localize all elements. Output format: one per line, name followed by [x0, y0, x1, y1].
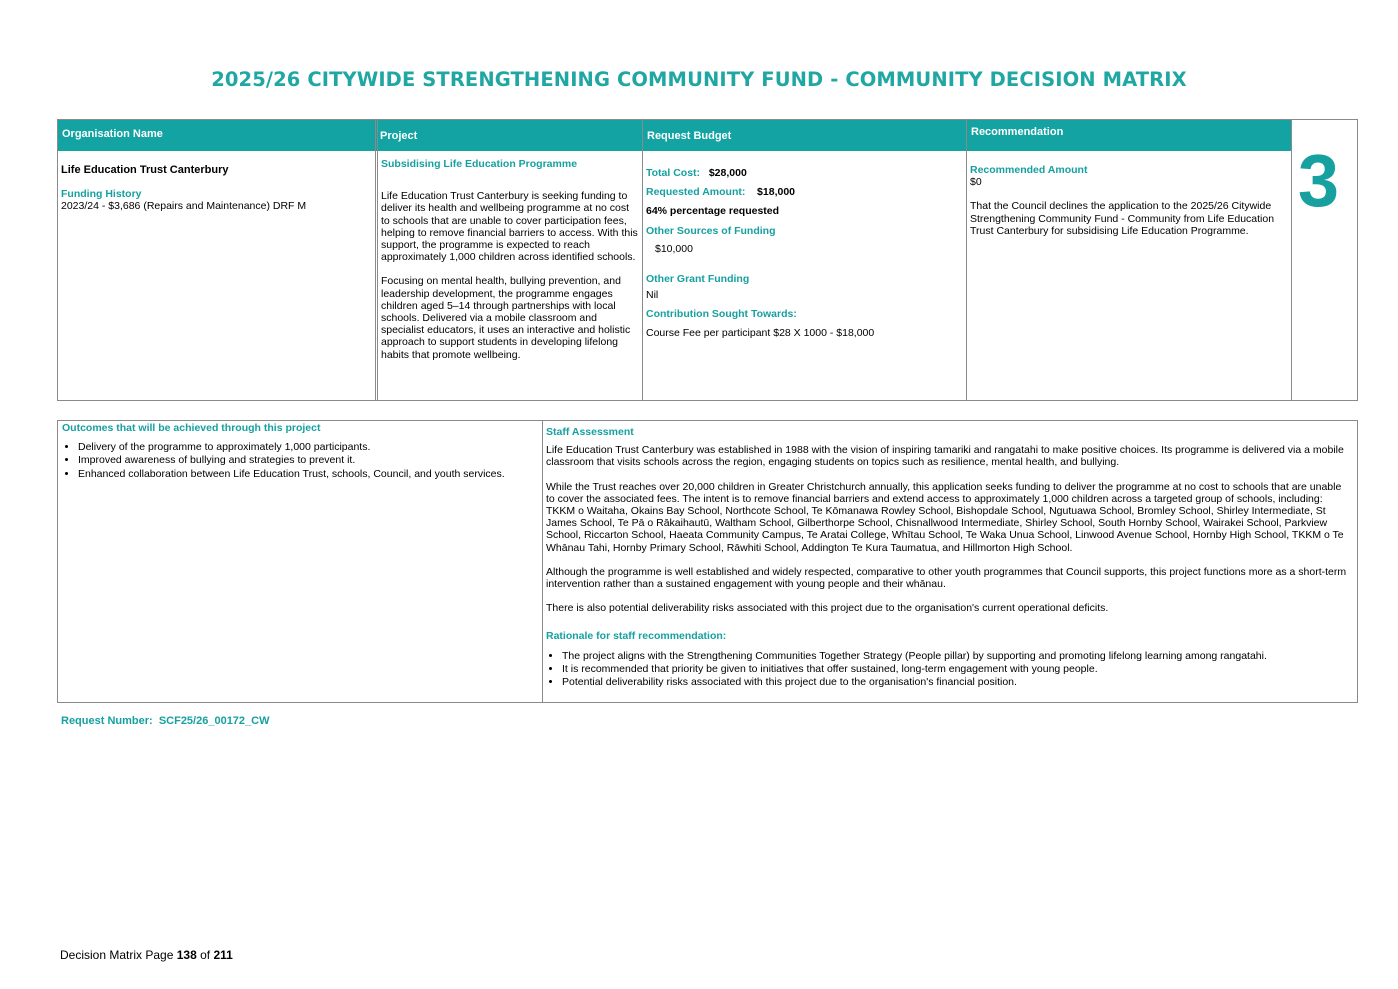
page-title: 2025/26 CITYWIDE STRENGTHENING COMMUNITY FUND - COMMUNITY DECISION MATRIX: [211, 68, 1187, 91]
rationale-list: [546, 650, 1352, 689]
recommendation-text: That the Council declines the application to the 2025/26 Citywide Strengthening Community Fund - Community from Life Education Trust Canterbury for subsidising Life Education Programme.: [970, 200, 1275, 237]
total-cost-label: Total Cost:: [646, 167, 701, 179]
percentage-requested: 64% percentage requested: [646, 205, 780, 218]
header-project: Project: [376, 120, 643, 151]
header-organisation: Organisation Name: [58, 120, 376, 151]
footer-of: of: [200, 948, 211, 962]
project-focus: Focusing on mental health, bullying prevention, and leadership development, the programme engages children aged 5–14 through partnerships with local schools. Delivered via a mobile classroom and specialist educators, it uses an interactive and holistic approach to support students in developing lifelong habits that promote wellbeing.: [381, 275, 631, 361]
requested-label: Requested Amount:: [646, 186, 746, 199]
budget-cell: [643, 151, 966, 400]
footer-total-pages: 211: [213, 948, 233, 962]
outcomes-list: [62, 441, 540, 480]
requested-value: $18,000: [757, 186, 796, 199]
list-item: • Potential deliverability risks associated with this project due to the organisation's financial position.: [562, 676, 1352, 688]
contribution-value: Course Fee per participant $28 X 1000 - $18,000: [646, 326, 875, 339]
funding-history-label: Funding History: [61, 188, 142, 201]
outcomes-label: Outcomes that will be achieved through this project: [62, 422, 321, 434]
contribution-label: Contribution Sought Towards:: [646, 308, 797, 321]
staff-para-2: While the Trust reaches over 20,000 children in Greater Christchurch annually, this application seeks funding to deliver the programme at no cost to schools that are unable to cover the associated fees. The intent is to remove financial barriers and extend access to approximately 1,000 children across a targeted group of schools, including: TKKM o Waitaha, Okains Bay School, Northcote School, Te Kōmanawa Rowley School, Bishopdale School, Ngutuawa School, Bromley School, Shirley Intermediate, St James School, Te Pā o Rākaihautū, Waltham School, Gilberthorpe School, Chisnallwood Intermediate, Shirley School, South Hornby School, Wairakei School, Parkview School, Riccarton School, Haeata Community Campus, Te Aratai College, Whītau School, Te Waka Unua School, Linwood Avenue School, Hornby High School, TKKM o Te Whānau Tahi, Hornby Primary School, Rāwhiti School, Addington Te Kura Taumatua, and Hillmorton High School.: [546, 480, 1344, 554]
header-recommendation: Recommendation: [967, 120, 1292, 151]
funding-history-value: 2023/24 - $3,686 (Repairs and Maintenance) DRF M: [61, 200, 307, 213]
rank-number: 3: [1297, 139, 1339, 222]
project-description: Life Education Trust Canterbury is seeking funding to deliver its health and wellbeing programme at no cost to schools that are unable to cover participation fees, helping to remove financial barriers to access. With this support, the programme is expected to reach approximately 1,000 children across identified schools.: [381, 190, 638, 264]
request-number-value: SCF25/26_00172_CW: [158, 715, 270, 727]
total-cost-row: [646, 167, 963, 179]
other-grant-label: Other Grant Funding: [646, 273, 750, 286]
list-item: • Enhanced collaboration between Life Education Trust, schools, Council, and youth services.: [78, 468, 540, 480]
project-title: Subsidising Life Education Programme: [381, 158, 578, 170]
request-number: [61, 715, 270, 727]
request-number-label: Request Number:: [61, 715, 153, 727]
list-item: • Improved awareness of bullying and strategies to prevent it.: [78, 454, 540, 466]
staff-assessment-cell: [546, 426, 1352, 689]
summary-table: [57, 119, 1358, 401]
other-sources-value: $10,000: [655, 242, 693, 255]
other-grant-value: Nil: [646, 289, 659, 302]
page-footer: [60, 948, 233, 962]
footer-page-number: 138: [176, 948, 197, 962]
rationale-label: Rationale for staff recommendation:: [546, 630, 727, 643]
other-sources-label: Other Sources of Funding: [646, 224, 776, 237]
staff-assessment-label: Staff Assessment: [546, 426, 634, 438]
staff-para-3: Although the programme is well established and widely respected, comparative to other youth programmes that Council supports, this project functions more as a short-term intervention rather than a sustained engagement with young people and their whānau.: [546, 565, 1347, 591]
footer-prefix: Decision Matrix Page: [60, 948, 174, 962]
recommended-amount-label: Recommended Amount: [970, 164, 1088, 176]
recommendation-cell: [967, 151, 1291, 400]
staff-para-4: There is also potential deliverability risks associated with this project due to the organisation's current operational deficits.: [546, 602, 1109, 615]
organisation-cell: [58, 151, 375, 400]
recommended-amount-value: $0: [970, 176, 982, 189]
staff-para-1: Life Education Trust Canterbury was established in 1988 with the vision of inspiring tamariki and rangatahi to make positive choices. Its programme is delivered via a mobile classroom that visits schools across the region, engaging students on topics such as resilience, mental health, and bullying.: [546, 444, 1344, 469]
assessment-table: [57, 420, 1358, 703]
project-cell: [378, 151, 642, 400]
requested-row: [646, 186, 963, 198]
list-item: • Delivery of the programme to approximately 1,000 participants.: [78, 441, 540, 453]
outcomes-cell: [62, 422, 540, 481]
total-cost-value: $28,000: [708, 167, 747, 179]
header-budget: Request Budget: [643, 120, 967, 151]
list-item: • The project aligns with the Strengthening Communities Together Strategy (People pillar) by supporting and promoting lifelong learning among rangatahi.: [562, 650, 1352, 662]
list-item: • It is recommended that priority be given to initiatives that offer sustained, long-term engagement with young people.: [562, 663, 1352, 675]
organisation-name: Life Education Trust Canterbury: [61, 164, 229, 176]
